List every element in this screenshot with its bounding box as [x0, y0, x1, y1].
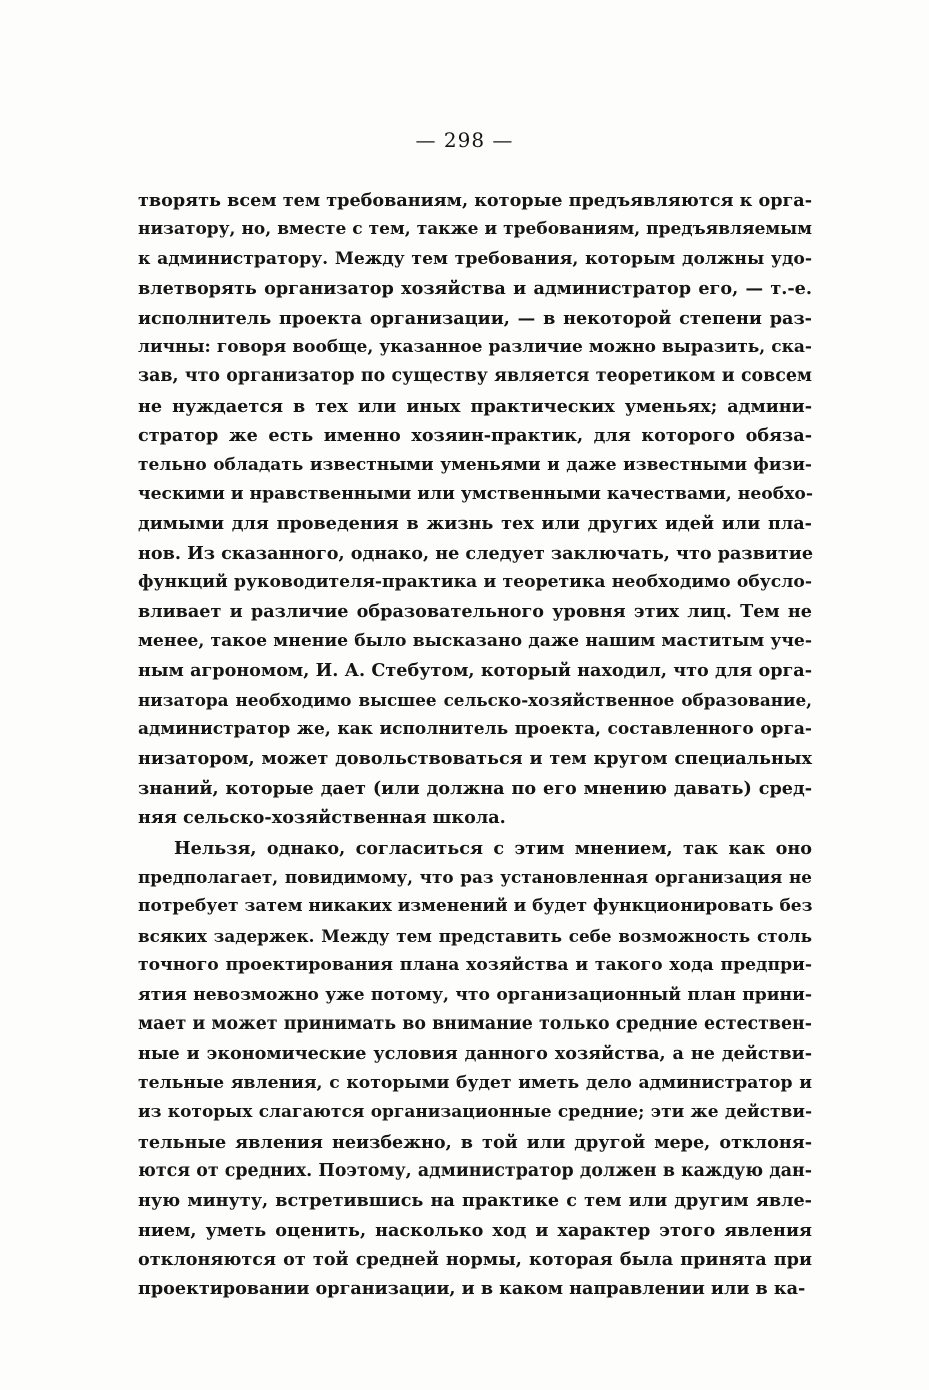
- text-line: ческими и нравственными или умственными качествами, необхо-: [138, 483, 814, 504]
- text-line: функций руководителя-практика и теоретика необходимо обусло-: [138, 572, 812, 593]
- text-line: влетворять организатор хозяйства и администратор его, — т.-е.: [138, 278, 812, 300]
- text-line: менее, такое мнение было высказано даже нашим маститым уче-: [138, 630, 812, 651]
- text-line: ются от средних. Поэтому, администратор должен в каждую дан-: [138, 1160, 812, 1181]
- text-line: знаний, которые дает (или должна по его мнению давать) сред-: [138, 777, 812, 799]
- text-line: не нуждается в тех или иных практических уменьях; админи-: [138, 395, 812, 417]
- text-line: вливает и различие образовательного уровня этих лиц. Тем не: [138, 601, 812, 623]
- text-line: нов. Из сказанного, однако, не следует заключать, что развитие: [138, 542, 814, 564]
- text-line: нием, уметь оценить, насколько ход и характер этого явления: [138, 1219, 812, 1241]
- text-line: ятия невозможно уже потому, что организационный план прини-: [138, 984, 812, 1005]
- text-line: стратор же есть именно хозяин-практик, для которого обяза-: [138, 425, 812, 447]
- text-line: проектировании организации, и в каком направлении или в ка-: [138, 1278, 806, 1300]
- text-line: мает и может принимать во внимание только средние естествен-: [138, 1013, 812, 1034]
- text-line: няя сельско-хозяйственная школа.: [138, 807, 506, 829]
- text-line: низатору, но, вместе с тем, также и требованиям, предъявляемым: [138, 219, 812, 240]
- page-number: — 298 —: [415, 128, 514, 152]
- text-line: исполнитель проекта организации, — в некоторой степени раз-: [138, 307, 812, 329]
- text-line: Нельзя, однако, согласиться с этим мнением, так как оно: [174, 837, 812, 859]
- text-line: точного проектирования плана хозяйства и такого хода предпри-: [138, 955, 812, 976]
- text-line: всяких задержек. Между тем представить себе возможность столь: [138, 925, 812, 946]
- paragraph-2: [138, 834, 812, 1304]
- text-line: администратор же, как исполнитель проекта, составленного орга-: [138, 719, 812, 740]
- text-line: творять всем тем требованиям, которые предъявляются к орга-: [138, 190, 812, 211]
- text-line: отклоняются от той средней нормы, которая была принята при: [138, 1249, 812, 1271]
- text-line: личны: говоря вообще, указанное различие можно выразить, ска-: [138, 336, 812, 357]
- text-line: низатора необходимо высшее сельско-хозяйственное образование,: [138, 689, 812, 710]
- text-line: ную минуту, встретившись на практике с тем или другим явле-: [138, 1190, 812, 1212]
- text-line: зав, что организатор по существу является теоретиком и совсем: [138, 366, 812, 387]
- text-line: тельно обладать известными уменьями и даже известными физи-: [138, 454, 812, 475]
- body-text: [138, 186, 812, 1304]
- paragraph-1: [138, 186, 812, 833]
- text-line: димыми для проведения в жизнь тех или других идей или пла-: [138, 513, 812, 535]
- text-line: предполагает, повидимому, что раз установленная организация не: [138, 866, 812, 887]
- text-line: тельные явления, с которыми будет иметь дело администратор и: [138, 1072, 812, 1093]
- text-line: из которых слагаются организационные средние; эти же действи-: [138, 1102, 812, 1123]
- text-line: к администратору. Между тем требования, которым должны удо-: [138, 248, 812, 269]
- text-line: тельные явления неизбежно, в той или другой мере, отклоня-: [138, 1131, 812, 1153]
- text-line: потребует затем никаких изменений и будет функционировать без: [138, 896, 813, 917]
- text-line: ные и экономические условия данного хозяйства, а не действи-: [138, 1043, 812, 1065]
- text-line: ным агрономом, И. А. Стебутом, который находил, что для орга-: [138, 660, 812, 682]
- text-line: низатором, может довольствоваться и тем кругом специальных: [138, 748, 812, 770]
